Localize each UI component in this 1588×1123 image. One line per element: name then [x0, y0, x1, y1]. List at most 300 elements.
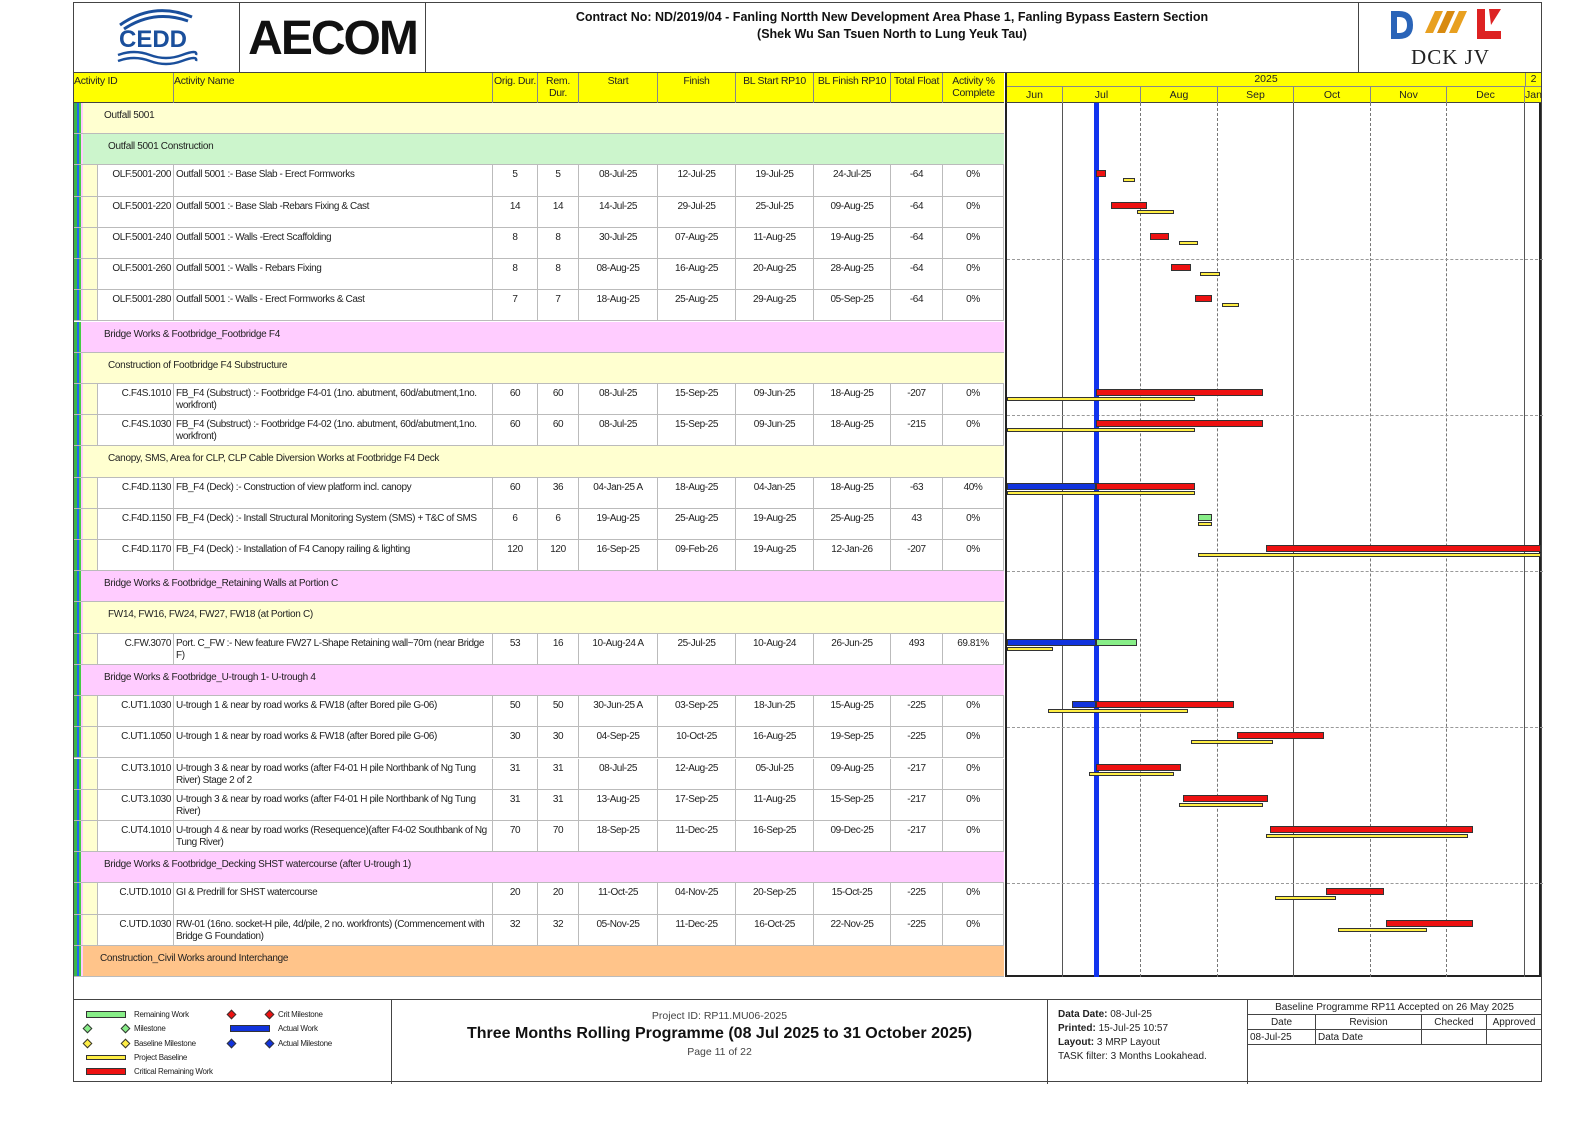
gantt-bar-red[interactable] [1096, 389, 1263, 396]
start-date: 18-Aug-25 [579, 290, 658, 320]
start-date: 08-Jul-25 [579, 165, 658, 195]
start-date: 30-Jun-25 A [579, 696, 658, 726]
contract-line-1: Contract No: ND/2019/04 - Fanling Nortth New Development Area Phase 1, Fanling Bypass Eastern Section [575, 10, 1209, 24]
rem-dur: 120 [538, 540, 579, 570]
gantt-bar-red[interactable] [1096, 701, 1234, 708]
col-bl-finish[interactable]: BL Finish RP10 [814, 73, 891, 103]
wbs-strip [74, 915, 83, 945]
legend-milestone-icon [121, 1024, 131, 1034]
finish-date: 16-Aug-25 [658, 259, 736, 289]
wbs-band-label: Bridge Works & Footbridge_U-trough 1- U-trough 4 [104, 671, 316, 683]
gantt-hline [1007, 259, 1543, 260]
activity-id: C.F4S.1010 [98, 384, 174, 414]
total-float: -207 [891, 540, 943, 570]
legend-remaining-swatch [86, 1011, 126, 1018]
gantt-bar-red[interactable] [1171, 264, 1190, 271]
print-info [1048, 1000, 1248, 1084]
orig-dur: 7 [493, 290, 538, 320]
layout-value: 3 MRP Layout [1096, 1037, 1161, 1048]
orig-dur: 53 [493, 634, 538, 664]
finish-date: 03-Sep-25 [658, 696, 736, 726]
bl-finish-date: 18-Aug-25 [814, 384, 891, 414]
wbs-band-label: Outfall 5001 Construction [108, 141, 214, 153]
row-indent [83, 478, 98, 508]
approval-table [1248, 1000, 1541, 1084]
col-finish[interactable]: Finish [658, 73, 736, 103]
bl-start-date: 16-Oct-25 [736, 915, 814, 945]
row-indent [83, 696, 98, 726]
activity-row[interactable] [74, 478, 1004, 509]
gantt-bar-yellow[interactable] [1007, 491, 1195, 495]
total-float: -64 [891, 197, 943, 227]
gantt-bar-green[interactable] [1096, 639, 1137, 646]
wbs-strip [74, 946, 83, 976]
start-date: 08-Jul-25 [579, 384, 658, 414]
data-date-label: Data Date: [1058, 1009, 1108, 1020]
wbs-strip [74, 228, 83, 258]
wbs-band[interactable] [74, 602, 1004, 633]
approval-rev-date: 08-Jul-25 [1248, 1030, 1316, 1045]
finish-date: 15-Sep-25 [658, 384, 736, 414]
gantt-bar-red[interactable] [1386, 920, 1473, 927]
row-indent [83, 634, 98, 664]
bl-start-date: 19-Aug-25 [736, 509, 814, 539]
bl-finish-date: 22-Nov-25 [814, 915, 891, 945]
bl-start-date: 10-Aug-24 [736, 634, 814, 664]
total-float: 43 [891, 509, 943, 539]
orig-dur: 60 [493, 384, 538, 414]
start-date: 04-Jan-25 A [579, 478, 658, 508]
activity-id: C.UT4.1010 [98, 821, 174, 851]
col-bl-start[interactable]: BL Start RP10 [736, 73, 814, 103]
wbs-band[interactable] [74, 322, 1004, 353]
activity-name: FB_F4 (Substruct) :- Footbridge F4-02 (1no. abutment, 60d/abutment,1no. workfront) [174, 415, 493, 445]
start-date: 08-Aug-25 [579, 259, 658, 289]
gantt-hline [1007, 727, 1543, 728]
cedd-logo [74, 3, 240, 73]
wbs-band[interactable] [74, 103, 1004, 134]
activity-id: C.UTD.1010 [98, 883, 174, 913]
total-float: -217 [891, 790, 943, 820]
rem-dur: 60 [538, 415, 579, 445]
activity-row[interactable] [74, 165, 1004, 196]
legend-actual-label: Actual Work [278, 1024, 318, 1033]
gantt-bar-yellow[interactable] [1089, 772, 1174, 776]
start-date: 05-Nov-25 [579, 915, 658, 945]
gantt-bar-red[interactable] [1237, 732, 1324, 739]
rem-dur: 60 [538, 384, 579, 414]
col-rem-dur[interactable]: Rem. Dur. [538, 73, 579, 103]
activity-row[interactable] [74, 197, 1004, 228]
col-orig-dur[interactable]: Orig. Dur. [493, 73, 538, 103]
bl-start-date: 05-Jul-25 [736, 759, 814, 789]
finish-date: 07-Aug-25 [658, 228, 736, 258]
gantt-bar-blue[interactable] [1007, 639, 1096, 646]
wbs-strip [74, 290, 83, 320]
sheet-header [74, 3, 1541, 73]
bl-finish-date: 15-Oct-25 [814, 883, 891, 913]
layout-label: Layout: [1058, 1037, 1095, 1048]
activity-id: C.UT3.1030 [98, 790, 174, 820]
wbs-band[interactable] [74, 134, 1004, 165]
bl-start-date: 19-Jul-25 [736, 165, 814, 195]
activity-name: FB_F4 (Substruct) :- Footbridge F4-01 (1no. abutment, 60d/abutment,1no. workfront) [174, 384, 493, 414]
total-float: -64 [891, 259, 943, 289]
col-activity-name[interactable]: Activity Name [174, 73, 493, 103]
start-date: 18-Sep-25 [579, 821, 658, 851]
pct-complete: 0% [943, 915, 1004, 945]
printed-value: 15-Jul-25 10:57 [1098, 1023, 1169, 1034]
total-float: -207 [891, 384, 943, 414]
bl-start-date: 19-Aug-25 [736, 540, 814, 570]
legend-critical-label: Critical Remaining Work [134, 1067, 213, 1076]
gantt-bar-red[interactable] [1096, 483, 1195, 490]
finish-date: 12-Aug-25 [658, 759, 736, 789]
finish-date: 25-Aug-25 [658, 290, 736, 320]
bl-finish-date: 25-Aug-25 [814, 509, 891, 539]
wbs-band-label: Bridge Works & Footbridge_Retaining Walls at Portion C [104, 578, 338, 590]
rem-dur: 14 [538, 197, 579, 227]
approval-rev-approved [1487, 1030, 1541, 1045]
bl-start-date: 20-Aug-25 [736, 259, 814, 289]
gantt-bar-red[interactable] [1270, 826, 1473, 833]
col-activity-complete[interactable]: Activity % Complete [952, 75, 995, 99]
timeline-year: 2025 [1007, 73, 1525, 87]
total-float: -64 [891, 228, 943, 258]
finish-date: 10-Oct-25 [658, 727, 736, 757]
activity-name: U-trough 4 & near by road works (Resequence)(after F4-02 Southbank of Ng Tung River) [174, 821, 493, 851]
legend-actual-milestone-icon [265, 1039, 275, 1049]
page-number: Page 11 of 22 [687, 1046, 752, 1058]
wbs-strip [74, 322, 83, 352]
bl-start-date: 29-Aug-25 [736, 290, 814, 320]
cedd-logo-text: CEDD [119, 26, 188, 53]
bl-start-date: 11-Aug-25 [736, 228, 814, 258]
gantt-bar-red[interactable] [1096, 170, 1106, 177]
start-date: 04-Sep-25 [579, 727, 658, 757]
bl-start-date: 09-Jun-25 [736, 384, 814, 414]
bl-finish-date: 19-Aug-25 [814, 228, 891, 258]
gantt-bar-yellow[interactable] [1007, 428, 1195, 432]
orig-dur: 32 [493, 915, 538, 945]
finish-date: 25-Aug-25 [658, 509, 736, 539]
wbs-strip [74, 197, 83, 227]
approval-col-approved: Approved [1487, 1015, 1541, 1030]
pct-complete: 40% [943, 478, 1004, 508]
programme-sheet [73, 2, 1542, 1082]
gantt-bar-yellow[interactable] [1123, 178, 1135, 182]
rem-dur: 7 [538, 290, 579, 320]
activity-id: OLF.5001-280 [98, 290, 174, 320]
activity-name: Port. C_FW :- New feature FW27 L-Shape Retaining wall~70m (near Bridge F) [174, 634, 493, 664]
dck-logo [1358, 3, 1541, 73]
activity-row[interactable] [74, 290, 1004, 321]
wbs-band[interactable] [74, 446, 1004, 477]
wbs-band-label: Canopy, SMS, Area for CLP, CLP Cable Diversion Works at Footbridge F4 Deck [108, 453, 440, 465]
row-indent [83, 540, 98, 570]
orig-dur: 20 [493, 883, 538, 913]
gantt-bar-yellow[interactable] [1179, 803, 1264, 807]
gantt-bar-yellow[interactable] [1198, 522, 1212, 526]
activity-name: Outfall 5001 :- Walls - Erect Formworks & Cast [174, 290, 493, 320]
approval-rev-checked [1422, 1030, 1487, 1045]
pct-complete: 0% [943, 696, 1004, 726]
gridline-nov [1370, 103, 1371, 977]
finish-date: 29-Jul-25 [658, 197, 736, 227]
start-date: 08-Jul-25 [579, 415, 658, 445]
bl-finish-date: 15-Aug-25 [814, 696, 891, 726]
bl-start-date: 25-Jul-25 [736, 197, 814, 227]
gantt-bar-yellow[interactable] [1338, 928, 1427, 932]
start-date: 10-Aug-24 A [579, 634, 658, 664]
activity-name: U-trough 3 & near by road works (after F4-01 H pile Northbank of Ng Tung River) Stage 2 of 2 [174, 759, 493, 789]
orig-dur: 5 [493, 165, 538, 195]
row-indent [83, 228, 98, 258]
bl-finish-date: 19-Sep-25 [814, 727, 891, 757]
activity-id: C.F4S.1030 [98, 415, 174, 445]
gantt-bar-yellow[interactable] [1266, 834, 1469, 838]
data-date-line [1094, 103, 1099, 977]
orig-dur: 14 [493, 197, 538, 227]
activity-row[interactable] [74, 634, 1004, 665]
contract-line-2: (Shek Wu San Tsuen North to Lung Yeuk Tau) [757, 27, 1027, 41]
wbs-band[interactable] [74, 852, 1004, 883]
orig-dur: 50 [493, 696, 538, 726]
wbs-band[interactable] [74, 571, 1004, 602]
row-indent [83, 197, 98, 227]
wbs-strip [74, 353, 83, 383]
wbs-strip [74, 883, 83, 913]
activity-id: C.UT3.1010 [98, 759, 174, 789]
bl-finish-date: 09-Dec-25 [814, 821, 891, 851]
bl-finish-date: 12-Jan-26 [814, 540, 891, 570]
pct-complete: 0% [943, 165, 1004, 195]
row-indent [83, 415, 98, 445]
programme-title: Three Months Rolling Programme (08 Jul 2025 to 31 October 2025) [466, 1025, 973, 1042]
gantt-hline [1007, 883, 1543, 884]
wbs-strip [74, 540, 83, 570]
start-date: 11-Oct-25 [579, 883, 658, 913]
activity-row[interactable] [74, 384, 1004, 415]
activity-row[interactable] [74, 259, 1004, 290]
pct-complete: 0% [943, 727, 1004, 757]
legend-actual-milestone-label: Actual Milestone [278, 1039, 332, 1048]
orig-dur: 120 [493, 540, 538, 570]
legend-milestone-icon [83, 1024, 93, 1034]
wbs-band[interactable] [74, 946, 1004, 977]
total-float: -64 [891, 290, 943, 320]
pct-complete: 0% [943, 415, 1004, 445]
gantt-bar-red[interactable] [1183, 795, 1268, 802]
activity-name: Outfall 5001 :- Base Slab -Rebars Fixing & Cast [174, 197, 493, 227]
orig-dur: 30 [493, 727, 538, 757]
activity-row[interactable] [74, 727, 1004, 758]
legend-critical-swatch [86, 1068, 126, 1075]
bl-finish-date: 09-Aug-25 [814, 197, 891, 227]
timeline-next-year: 2 [1525, 73, 1541, 87]
gantt-bar-yellow[interactable] [1007, 397, 1195, 401]
orig-dur: 70 [493, 821, 538, 851]
wbs-strip [74, 727, 83, 757]
activity-row[interactable] [74, 415, 1004, 446]
wbs-strip [74, 602, 83, 632]
col-total-float[interactable]: Total Float [891, 73, 943, 103]
activity-id: OLF.5001-220 [98, 197, 174, 227]
gantt-bar-red[interactable] [1266, 545, 1541, 552]
bl-finish-date: 18-Aug-25 [814, 415, 891, 445]
col-start[interactable]: Start [579, 73, 658, 103]
month-sep: Sep [1217, 87, 1293, 103]
project-id: Project ID: RP11.MU06-2025 [651, 1010, 788, 1022]
row-indent [83, 821, 98, 851]
row-indent [83, 384, 98, 414]
gantt-bar-blue[interactable] [1072, 701, 1096, 708]
rem-dur: 31 [538, 790, 579, 820]
col-activity-id[interactable]: Activity ID [74, 73, 174, 103]
bl-finish-date: 28-Aug-25 [814, 259, 891, 289]
legend-baseline-milestone-label: Baseline Milestone [134, 1039, 196, 1048]
gantt-bar-yellow[interactable] [1222, 303, 1239, 307]
pct-complete: 0% [943, 384, 1004, 414]
activity-name: FB_F4 (Deck) :- Installation of F4 Canopy railing & lighting [174, 540, 493, 570]
data-date-value: 08-Jul-25 [1110, 1009, 1152, 1020]
activity-row[interactable] [74, 790, 1004, 821]
rem-dur: 5 [538, 165, 579, 195]
rem-dur: 31 [538, 759, 579, 789]
start-date: 30-Jul-25 [579, 228, 658, 258]
approval-col-revision: Revision [1316, 1015, 1422, 1030]
total-float: -63 [891, 478, 943, 508]
row-indent [83, 759, 98, 789]
activity-row[interactable] [74, 696, 1004, 727]
pct-complete: 0% [943, 759, 1004, 789]
rem-dur: 6 [538, 509, 579, 539]
total-float: -225 [891, 727, 943, 757]
gridline-aug [1140, 103, 1141, 977]
gantt-bar-yellow[interactable] [1007, 647, 1053, 651]
wbs-band-label: Bridge Works & Footbridge_Footbridge F4 [104, 328, 280, 340]
total-float: -225 [891, 883, 943, 913]
pct-complete: 0% [943, 540, 1004, 570]
total-float: -217 [891, 821, 943, 851]
row-indent [83, 259, 98, 289]
gantt-bar-yellow[interactable] [1179, 241, 1198, 245]
month-aug: Aug [1140, 87, 1217, 103]
bl-start-date: 16-Sep-25 [736, 821, 814, 851]
activity-row[interactable] [74, 540, 1004, 571]
pct-complete: 0% [943, 509, 1004, 539]
activity-row[interactable] [74, 228, 1004, 259]
gantt-bar-yellow[interactable] [1198, 553, 1541, 557]
activity-name: Outfall 5001 :- Walls - Rebars Fixing [174, 259, 493, 289]
gantt-bar-red[interactable] [1195, 295, 1212, 302]
aecom-logo-text: AECOM [248, 11, 417, 65]
footer-title-block [392, 1000, 1048, 1084]
wbs-band[interactable] [74, 665, 1004, 696]
gantt-bar-red[interactable] [1096, 420, 1263, 427]
bl-start-date: 11-Aug-25 [736, 790, 814, 820]
legend-milestone-label: Milestone [134, 1024, 166, 1033]
wbs-strip [74, 478, 83, 508]
gridline-jul [1062, 103, 1063, 977]
activity-row[interactable] [74, 883, 1004, 914]
bl-start-date: 09-Jun-25 [736, 415, 814, 445]
gridline-oct [1293, 103, 1294, 977]
start-date: 08-Jul-25 [579, 759, 658, 789]
wbs-strip [74, 821, 83, 851]
gantt-bar-red[interactable] [1111, 202, 1147, 209]
wbs-strip [74, 165, 83, 195]
gantt-bar-blue[interactable] [1007, 483, 1096, 490]
gantt-bar-yellow[interactable] [1200, 272, 1219, 276]
row-indent [83, 509, 98, 539]
rem-dur: 16 [538, 634, 579, 664]
wbs-strip [74, 571, 83, 601]
activity-row[interactable] [74, 915, 1004, 946]
pct-complete: 0% [943, 790, 1004, 820]
dck-logo-text: DCK JV [1411, 45, 1490, 69]
total-float: -215 [891, 415, 943, 445]
gantt-bar-yellow[interactable] [1048, 709, 1188, 713]
gridline-dec [1446, 103, 1447, 977]
wbs-band-label: Construction_Civil Works around Interchange [100, 952, 289, 964]
activity-row[interactable] [74, 759, 1004, 790]
bl-finish-date: 18-Aug-25 [814, 478, 891, 508]
orig-dur: 8 [493, 259, 538, 289]
total-float: -225 [891, 915, 943, 945]
legend [74, 1000, 392, 1084]
activity-row[interactable] [74, 821, 1004, 852]
gantt-bar-red[interactable] [1326, 888, 1384, 895]
dck-logo-mark [1359, 3, 1542, 45]
legend-baseline-milestone-icon [83, 1039, 93, 1049]
activity-id: OLF.5001-240 [98, 228, 174, 258]
gantt-bar-yellow[interactable] [1137, 210, 1173, 214]
finish-date: 11-Dec-25 [658, 821, 736, 851]
gantt-bar-red[interactable] [1150, 233, 1169, 240]
bl-start-date: 20-Sep-25 [736, 883, 814, 913]
activity-row[interactable] [74, 509, 1004, 540]
orig-dur: 31 [493, 790, 538, 820]
rem-dur: 32 [538, 915, 579, 945]
start-date: 16-Sep-25 [579, 540, 658, 570]
finish-date: 25-Jul-25 [658, 634, 736, 664]
pct-complete: 0% [943, 197, 1004, 227]
aecom-logo [240, 3, 426, 73]
wbs-band[interactable] [74, 353, 1004, 384]
total-float: -217 [891, 759, 943, 789]
bl-finish-date: 15-Sep-25 [814, 790, 891, 820]
gantt-bar-yellow[interactable] [1275, 896, 1335, 900]
bl-finish-date: 26-Jun-25 [814, 634, 891, 664]
pct-complete: 0% [943, 259, 1004, 289]
rem-dur: 50 [538, 696, 579, 726]
gantt-bar-yellow[interactable] [1191, 740, 1273, 744]
legend-actual-milestone-icon [227, 1039, 237, 1049]
rem-dur: 70 [538, 821, 579, 851]
bl-start-date: 18-Jun-25 [736, 696, 814, 726]
month-jan: Jan [1525, 89, 1542, 101]
month-dec: Dec [1446, 87, 1524, 103]
wbs-band-label: Outfall 5001 [104, 110, 155, 121]
finish-date: 18-Aug-25 [658, 478, 736, 508]
orig-dur: 60 [493, 478, 538, 508]
task-filter: TASK filter: 3 Months Lookahead. [1058, 1051, 1207, 1062]
activity-id: C.F4D.1150 [98, 509, 174, 539]
activity-id: OLF.5001-260 [98, 259, 174, 289]
gantt-bar-red[interactable] [1096, 764, 1181, 771]
gantt-bar-green[interactable] [1198, 514, 1212, 521]
